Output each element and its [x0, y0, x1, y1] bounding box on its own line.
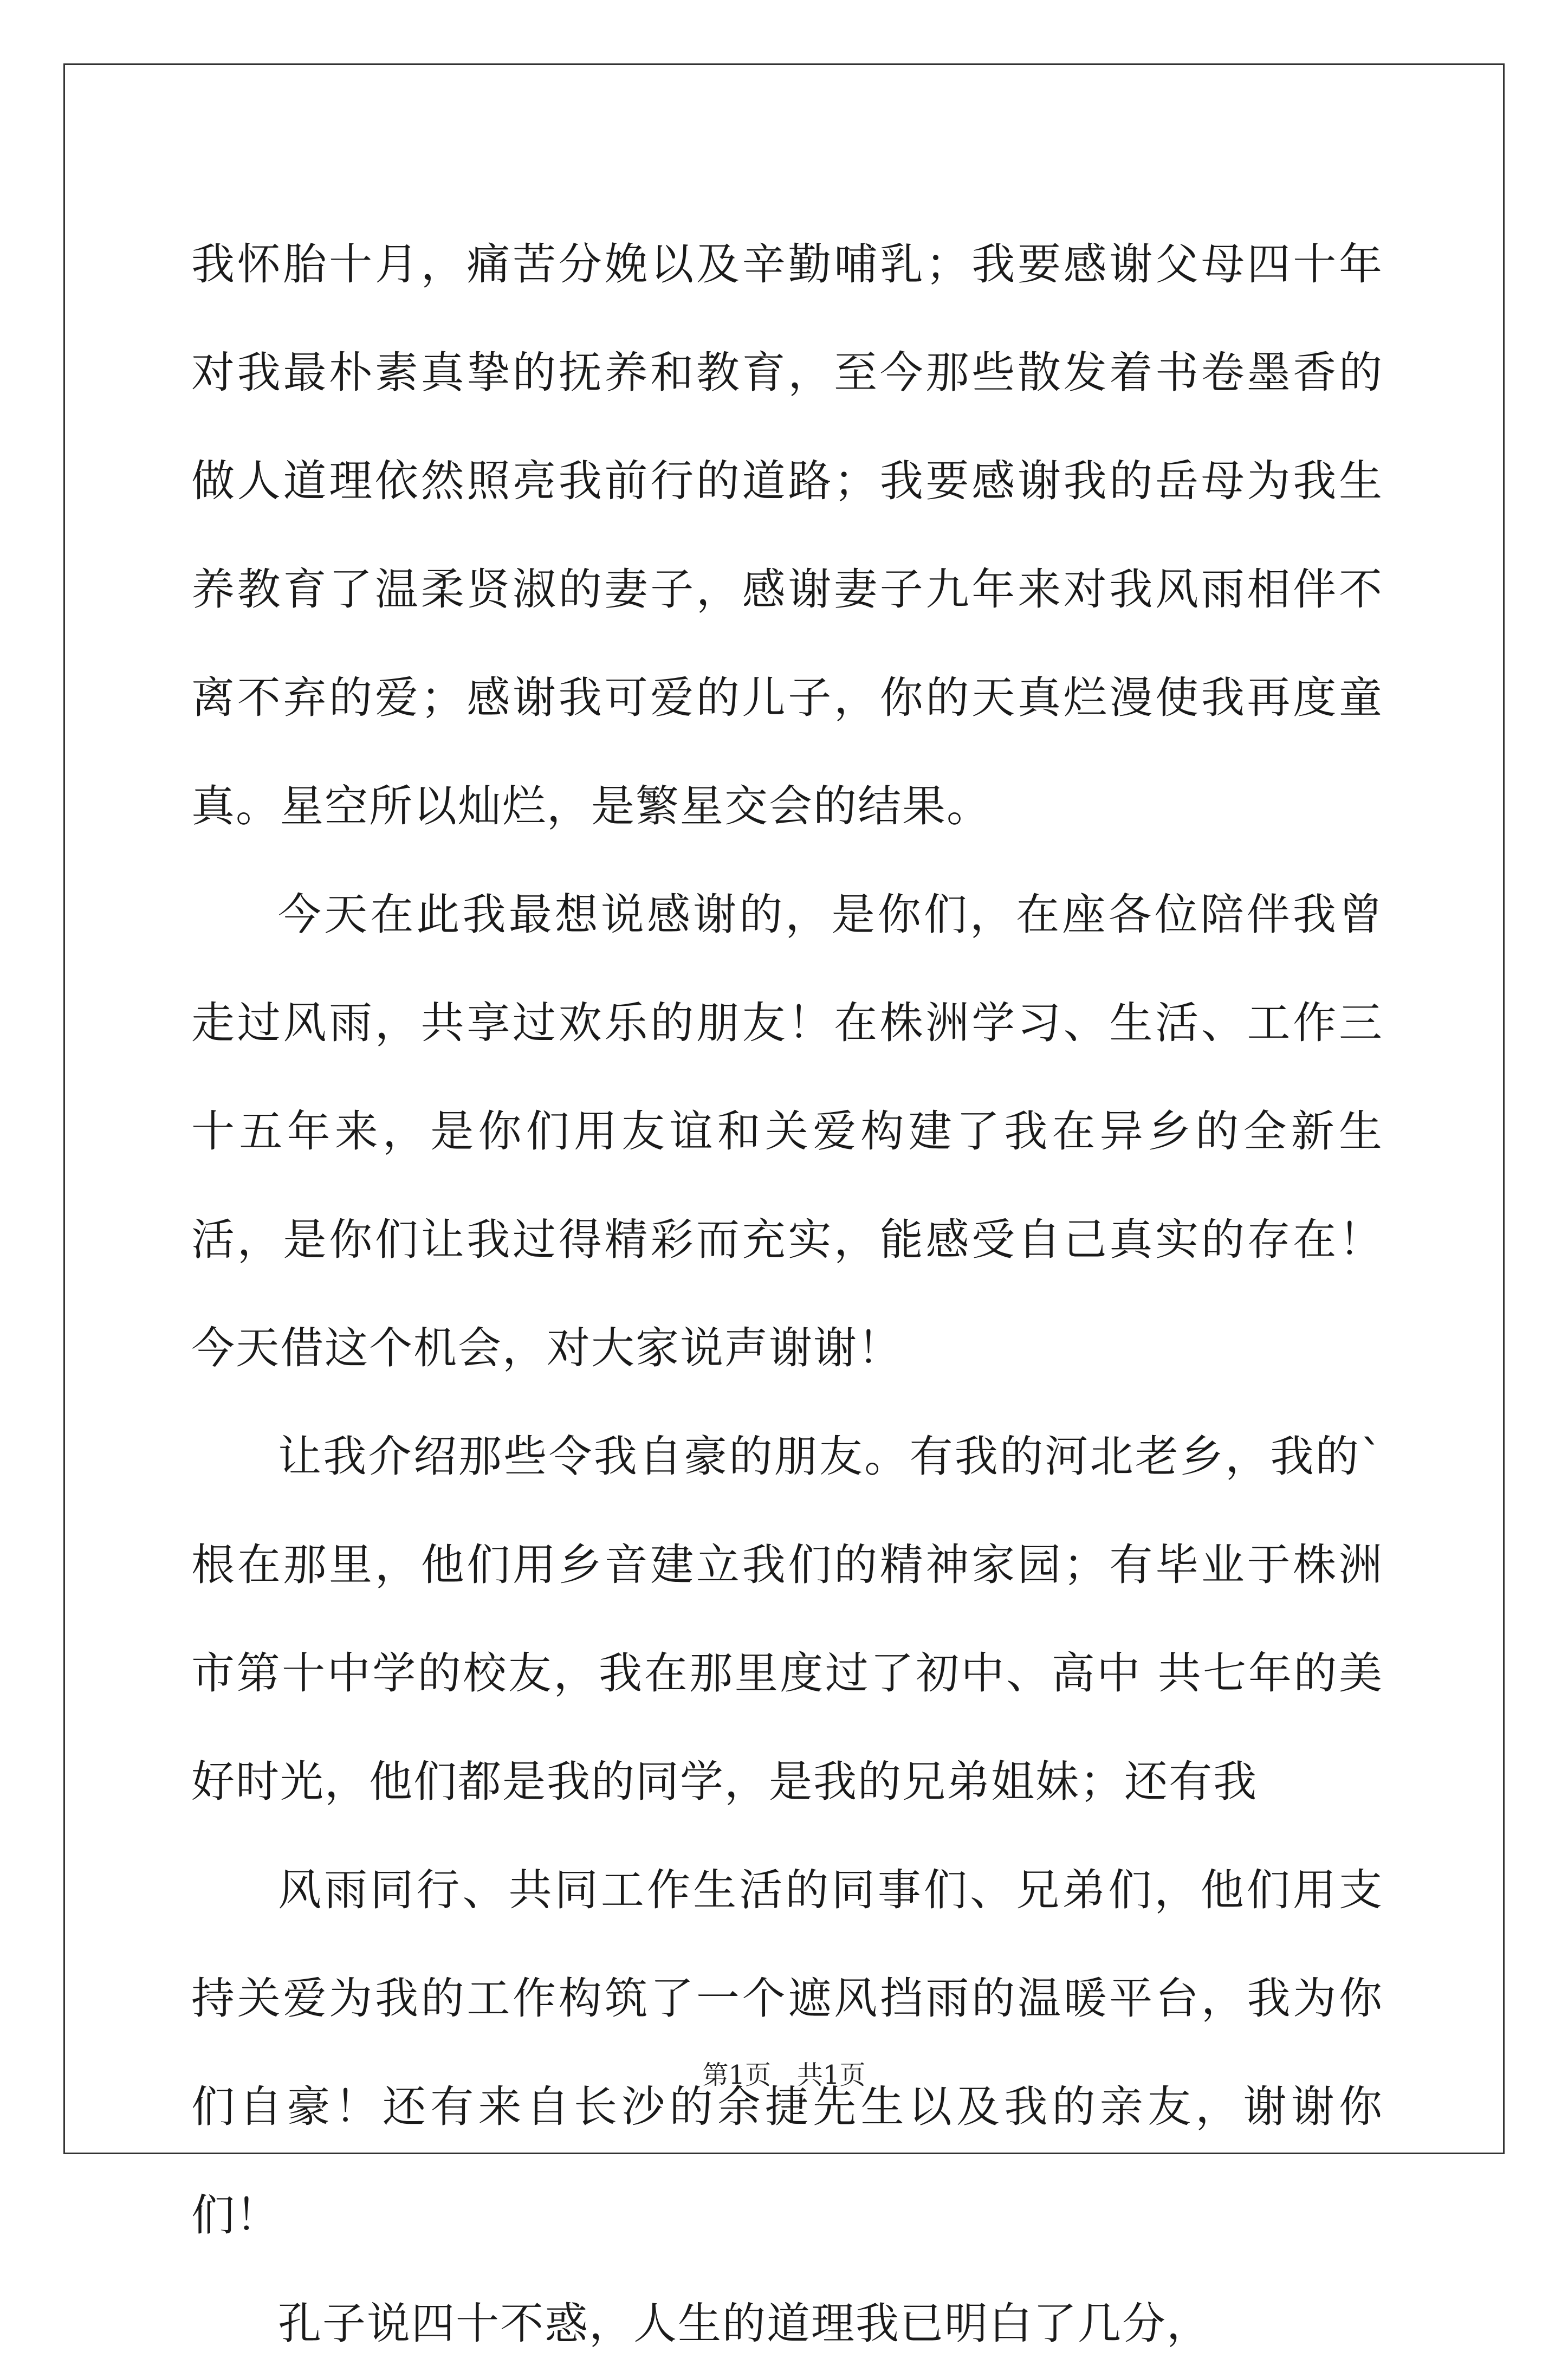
paragraph-5: 孔子说四十不惑，人生的道理我已明白了几分， [278, 2298, 1211, 2349]
document-body [191, 210, 1383, 2378]
page-number-label: 第1页 共1页 [702, 2060, 866, 2090]
page-footer [0, 2054, 1568, 2091]
paragraph-2: 今天在此我最想说感谢的，是你们，在座各位陪伴我曾走过风雨，共享过欢乐的朋友！在株洲学习、生活、工作三十五年来，是你们用友谊和关爱构建了我在异乡的全新生活，是你们让我过得精彩而充实，能感受自己真实的存在！今天借这个机会，对大家说声谢谢！ [191, 889, 1383, 1373]
paragraph-4: 风雨同行、共同工作生活的同事们、兄弟们，他们用支持关爱为我的工作构筑了一个遮风挡雨的温暖平台，我为你们自豪！还有来自长沙的余捷先生以及我的亲友，谢谢你们！ [191, 1865, 1383, 2240]
paragraph-1: 我怀胎十月，痛苦分娩以及辛勤哺乳；我要感谢父母四十年对我最朴素真挚的抚养和教育，至今那些散发着书卷墨香的做人道理依然照亮我前行的道路；我要感谢我的岳母为我生养教育了温柔贤淑的妻子，感谢妻子九年来对我风雨相伴不离不弃的爱；感谢我可爱的儿子，你的天真烂漫使我再度童真。星空所以灿烂，是繁星交会的结果。 [191, 239, 1383, 831]
paragraph-3: 让我介绍那些令我自豪的朋友。有我的河北老乡，我的`根在那里，他们用乡音建立我们的精神家园；有毕业于株洲市第十中学的校友，我在那里度过了初中、高中 共七年的美好时光，他们都是我的同学，是我的兄弟姐妹；还有我 [191, 1431, 1383, 1807]
